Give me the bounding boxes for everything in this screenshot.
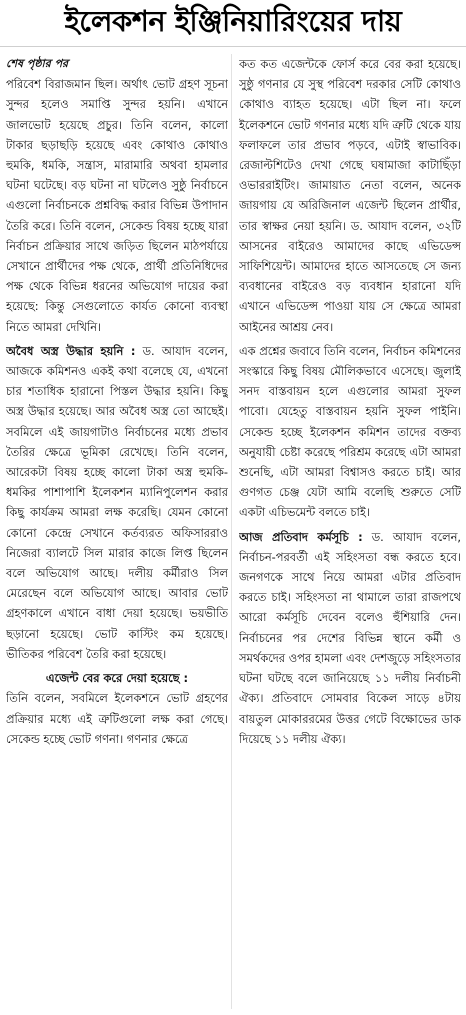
section-lead-protest: আজ প্রতিবাদ কর্মসূচি :: [239, 529, 363, 544]
section-subhead-agents: এজেন্ট বের করে দেয়া হয়েছে :: [45, 671, 189, 686]
section-lead-arms: অবৈধ অস্ত্র উদ্ধার হয়নি :: [6, 343, 136, 358]
right-paragraph-2: এক প্রশ্নের জবাবে তিনি বলেন, নির্বাচন কমিশনের সংস্কারে কিছু বিষয় মৌলিকভাবে এসেছে। জুলাই সনদ বাস্তবায়ন হলে এগুলোর আমরা সুফল পাবো। যেহেতু বাস্তবায়ন হয়নি সুফল পাইনি। সেকেন্ড হচ্ছে ইলেকশন কমিশন তাদের বক্তব্য অনুযায়ী চেষ্টা করেছে পরিশ্রম করেছে এটা আমরা শুনেছি, এটা আমরা বিশ্বাসও করতে চাই। আর গুণগত চেঞ্জ যেটা আমি বলেছি শুরুতে সেটি একটা এচিভমেন্ট বলতে চাই।: [239, 343, 461, 520]
left-paragraph-2: [6, 341, 228, 664]
right-paragraph-3: [239, 527, 461, 749]
column-divider: [231, 54, 232, 1009]
right-column: [239, 54, 461, 1009]
left-paragraph-1: পরিবেশ বিরাজমান ছিল। অর্থাৎ ভোট গ্রহণ সূচনা সুন্দর হলেও সমাপ্তি সুন্দর হয়নি। এখানে জালভোট হয়েছে প্রচুর। তিনি বলেন, কালো টাকার ছড়াছড়ি হয়েছে এবং কোথাও কোথাও হুমকি, ধমকি, সন্ত্রাস, মারামারি অথবা হামলার ঘটনা ঘটেছে। বড় ঘটনা না ঘটলেও সুষ্ঠু নির্বাচনে এগুলো নির্বাচনকে প্রশ্নবিদ্ধ করার বিভিন্ন উপাদান তৈরি করে। তিনি বলেন, সেকেন্ড বিষয় হচ্ছে যারা নির্বাচন প্রক্রিয়ার সাথে জড়িত ছিলেন মাঠপর্যায়ে সেখানে প্রার্থীদের পক্ষ থেকে, প্রার্থী প্রতিনিধিদের পক্ষ থেকে বিভিন্ন ধরনের অভিযোগ দায়ের করা হয়েছে: কিন্তু সেগুলোতে কার্যত কোনো ব্যবস্থা নিতে আমরা দেখিনি।: [6, 77, 228, 334]
left-paragraph-3: তিনি বলেন, সবমিলে ইলেকশনে ভোট গ্রহণের প্রক্রিয়ার মধ্যে এই ত্রুটিগুলো লক্ষ করা গেছে। সেকেন্ড হচ্ছে ভোট গণনা। গণনার ক্ষেত্রে: [6, 691, 228, 746]
left-paragraph-2-body: ড. আযাদ বলেন, আজকে কমিশনও একই কথা বলেছে যে, এখনো চার শতাধিক হারানো পিস্তল উদ্ধার হয়নি। কিছু অস্ত্র উদ্ধার হয়েছে। আর অবৈধ অস্ত্র তো আছেই। সবমিলে এই জায়গাটাও নির্বাচনের মধ্যে প্রভাব তৈরির ক্ষেত্রে ভূমিকা রেখেছে। তিনি বলেন, আরেকটা বিষয় হচ্ছে কালো টাকা অস্ত্র হুমকি-ধমকির পাশাপাশি ইলেকশন ম্যানিপুলেশন করার কিছু কার্যক্রম আমরা লক্ষ করেছি। যেমন কোনো কোনো কেন্দ্রে সেখানে কর্তব্যরত অফিসাররাও নিজেরা ব্যালটে সিল মারার কাজে লিপ্ত ছিলেন বলে অভিযোগ আছে। দলীয় কর্মীরাও সিল মেরেছেন বলে অভিযোগ আছে। আবার ভোট গ্রহণকালে এখানে বাধা দেয়া হয়েছে। ভয়ভীতি ছড়ানো হয়েছে। ভোট কাস্টিং কম হয়েছে। ভীতিকর পরিবেশ তৈরি করা হয়েছে।: [6, 343, 228, 661]
right-paragraph-1: কত কত এজেন্টকে ফোর্স করে বের করা হয়েছে। সুষ্ঠু গণনার যে সুস্থ পরিবেশ দরকার সেটি কোথাও কোথাও ব্যাহত হয়েছে। এটা ছিল না। ফলে ইলেকশনে ভোট গণনার মধ্যে যদি ত্রুটি থেকে যায় ফলাফলে তার প্রভাব পড়বে, এটাই স্বাভাবিক। রেজাল্টশিটেও দেখা গেছে ঘষামাজা কাটাছিঁড়া ওভাররাইটিং। জামায়াত নেতা বলেন, অনেক জায়গায় যে অরিজিনাল এজেন্ট ছিলেন প্রার্থীর, তার স্বাক্ষর নেয়া হয়নি। ড. আযাদ বলেন, ৩২টি আসনের বাইরেও আমাদের কাছে এভিডেন্স সাফিশিয়েন্ট। আমাদের হাতে আসতেছে সে জন্য ব্যবধানের বাইরেও বড় ব্যবধান হারানো যদি এখানে এভিডেন্স পাওয়া যায় সে ক্ষেত্রে আমরা আইনের আশ্রয় নেব।: [239, 57, 461, 334]
continued-from-label: শেষ পৃষ্ঠার পর: [6, 57, 69, 70]
headline: ইলেকশন ইঞ্জিনিয়ারিংয়ের দায়: [0, 0, 466, 47]
right-paragraph-3-body: ড. আযাদ বলেন, নির্বাচন-পরবর্তী এই সহিংসতা বন্ধ করতে হবে। জনগণকে সাথে নিয়ে আমরা এটার প্রতিবাদ করতে চাই। সহিংসতা না থামালে তারা রাজপথে আরো কর্মসূচি দেবেন বলেও হুঁশিয়ারি দেন। নির্বাচনের পর দেশের বিভিন্ন স্থানে কর্মী ও সমর্থকদের ওপর হামলা এবং দেশজুড়ে সহিংসতার ঘটনা ঘটছে বলে জানিয়েছে ১১ দলীয় নির্বাচনী ঐক্য। প্রতিবাদে সোমবার বিকেল সাড়ে ৪টায় বায়তুল মোকাররমের উত্তর গেটে বিক্ষোভের ডাক দিয়েছে ১১ দলীয় ঐক্য।: [239, 529, 461, 746]
left-column: [6, 54, 228, 1009]
